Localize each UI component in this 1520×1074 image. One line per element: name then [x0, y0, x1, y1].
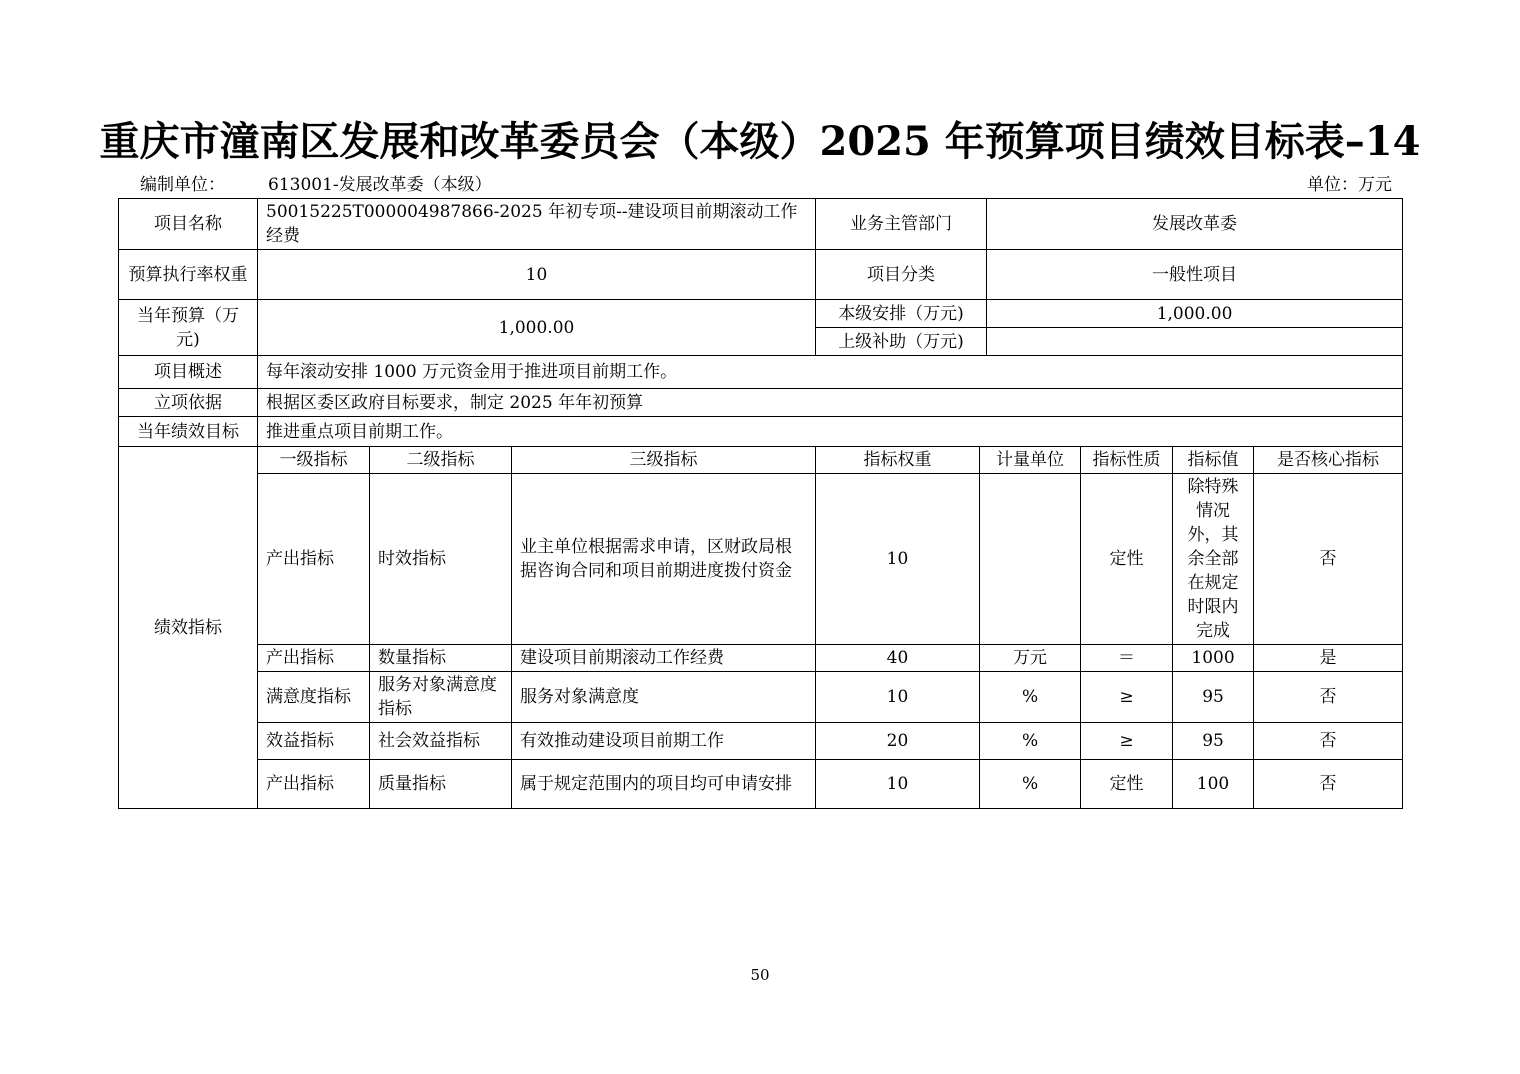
indicator-weight: 20 — [816, 723, 980, 760]
indicator-level3: 业主单位根据需求申请，区财政局根据咨询合同和项目前期进度拨付资金 — [512, 474, 816, 645]
rate-value: 10 — [258, 250, 816, 300]
indicator-level1: 效益指标 — [258, 723, 370, 760]
indicator-level2: 服务对象满意度指标 — [370, 672, 512, 723]
indicator-level3: 服务对象满意度 — [512, 672, 816, 723]
indicator-value: 95 — [1173, 672, 1254, 723]
indicator-level2: 时效指标 — [370, 474, 512, 645]
indicator-core: 否 — [1254, 760, 1403, 809]
basis-label: 立项依据 — [119, 389, 258, 417]
goal-value: 推进重点项目前期工作。 — [258, 417, 1403, 447]
dept-label: 业务主管部门 — [816, 199, 987, 250]
table-row — [119, 300, 1403, 328]
dept-value: 发展改革委 — [987, 199, 1403, 250]
performance-table — [118, 198, 1403, 809]
table-row — [119, 356, 1403, 389]
currency-unit: 单位：万元 — [1307, 175, 1392, 195]
budget-value: 1,000.00 — [258, 300, 816, 356]
indicator-value: 1000 — [1173, 645, 1254, 672]
indicator-level3: 属于规定范围内的项目均可申请安排 — [512, 760, 816, 809]
indicator-level1: 满意度指标 — [258, 672, 370, 723]
category-label: 项目分类 — [816, 250, 987, 300]
indicator-nature: ＝ — [1081, 645, 1173, 672]
indicator-level1: 产出指标 — [258, 760, 370, 809]
indicator-unit — [980, 474, 1081, 645]
indicator-nature: ≥ — [1081, 672, 1173, 723]
local-label: 本级安排（万元) — [816, 300, 987, 328]
indicator-nature: 定性 — [1081, 474, 1173, 645]
unit-value: 613001-发展改革委（本级） — [268, 175, 492, 195]
indicator-level3: 有效推动建设项目前期工作 — [512, 723, 816, 760]
indicator-core: 否 — [1254, 474, 1403, 645]
upper-label: 上级补助（万元) — [816, 328, 987, 356]
overview-value: 每年滚动安排 1000 万元资金用于推进项目前期工作。 — [258, 356, 1403, 389]
upper-value — [987, 328, 1403, 356]
indicator-header-row — [119, 447, 1403, 474]
header-level2: 二级指标 — [370, 447, 512, 474]
indicator-level1: 产出指标 — [258, 645, 370, 672]
indicator-row — [119, 723, 1403, 760]
table-row — [119, 250, 1403, 300]
indicator-value: 除特殊情况外，其余全部在规定时限内完成 — [1173, 474, 1254, 645]
local-value: 1,000.00 — [987, 300, 1403, 328]
table-row — [119, 199, 1403, 250]
indicator-unit: % — [980, 672, 1081, 723]
project-name-label: 项目名称 — [119, 199, 258, 250]
indicator-nature: ≥ — [1081, 723, 1173, 760]
table-row — [119, 389, 1403, 417]
indicator-value: 95 — [1173, 723, 1254, 760]
indicator-unit: % — [980, 760, 1081, 809]
indicator-unit: % — [980, 723, 1081, 760]
header-level1: 一级指标 — [258, 447, 370, 474]
indicator-weight: 10 — [816, 760, 980, 809]
header-value: 指标值 — [1173, 447, 1254, 474]
budget-label: 当年预算（万元) — [119, 300, 258, 356]
header-level3: 三级指标 — [512, 447, 816, 474]
unit-label: 编制单位： — [140, 175, 225, 195]
indicator-level3: 建设项目前期滚动工作经费 — [512, 645, 816, 672]
header-unit: 计量单位 — [980, 447, 1081, 474]
indicator-core: 是 — [1254, 645, 1403, 672]
goal-label: 当年绩效目标 — [119, 417, 258, 447]
overview-label: 项目概述 — [119, 356, 258, 389]
indicator-weight: 10 — [816, 474, 980, 645]
page-number: 50 — [750, 966, 770, 984]
indicator-level2: 社会效益指标 — [370, 723, 512, 760]
indicator-weight: 10 — [816, 672, 980, 723]
indicator-core: 否 — [1254, 723, 1403, 760]
header-nature: 指标性质 — [1081, 447, 1173, 474]
indicator-nature: 定性 — [1081, 760, 1173, 809]
basis-value: 根据区委区政府目标要求，制定 2025 年年初预算 — [258, 389, 1403, 417]
indicator-row — [119, 645, 1403, 672]
category-value: 一般性项目 — [987, 250, 1403, 300]
indicators-section-label: 绩效指标 — [119, 447, 258, 809]
table-row — [119, 417, 1403, 447]
header-core: 是否核心指标 — [1254, 447, 1403, 474]
indicator-row — [119, 672, 1403, 723]
indicator-value: 100 — [1173, 760, 1254, 809]
indicator-level2: 质量指标 — [370, 760, 512, 809]
page-title: 重庆市潼南区发展和改革委员会（本级）2025 年预算项目绩效目标表–14 — [99, 118, 1421, 165]
rate-label: 预算执行率权重 — [119, 250, 258, 300]
indicator-row — [119, 760, 1403, 809]
indicator-level1: 产出指标 — [258, 474, 370, 645]
indicator-row — [119, 474, 1403, 645]
indicator-weight: 40 — [816, 645, 980, 672]
project-name-value: 50015225T000004987866-2025 年初专项--建设项目前期滚动工作经费 — [258, 199, 816, 250]
indicator-unit: 万元 — [980, 645, 1081, 672]
indicator-level2: 数量指标 — [370, 645, 512, 672]
indicator-core: 否 — [1254, 672, 1403, 723]
header-weight: 指标权重 — [816, 447, 980, 474]
